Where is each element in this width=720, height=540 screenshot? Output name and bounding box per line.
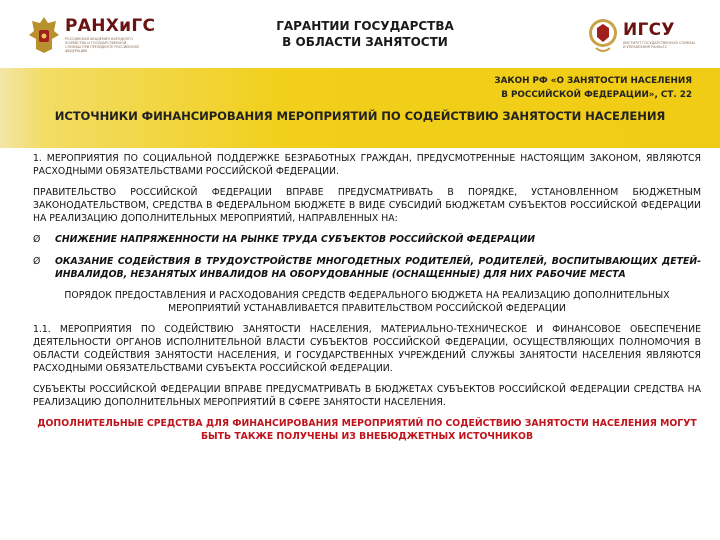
bullet-marker: Ø bbox=[33, 256, 41, 267]
paragraph-2: ПРАВИТЕЛЬСТВО РОССИЙСКОЙ ФЕДЕРАЦИИ ВПРАВЕ ПРЕДУСМАТРИВАТЬ В ПОРЯДКЕ, УСТАНОВЛЕННОМ БЮДЖЕТНЫМ ЗАКОНОДАТЕЛЬСТВОМ, СРЕДСТВА В ФЕДЕРАЛЬНОМ БЮДЖЕТЕ В ВИДЕ СУБСИДИЙ БЮДЖЕТАМ СУБЪЕКТОВ РОССИЙСКОЙ ФЕДЕРАЦИИ НА РЕАЛИЗАЦИЮ ДОПОЛНИТЕЛЬНЫХ МЕРОПРИЯТИЙ, НАПРАВЛЕННЫХ НА: bbox=[33, 187, 701, 224]
section-heading: ИСТОЧНИКИ ФИНАНСИРОВАНИЯ МЕРОПРИЯТИЙ ПО СОДЕЙСТВИЮ ЗАНЯТОСТИ НАСЕЛЕНИЯ bbox=[54, 109, 666, 123]
bullet-item-1 bbox=[33, 233, 701, 246]
logo-left-name: РАНХиГС bbox=[65, 16, 156, 36]
igsu-logo bbox=[588, 14, 697, 56]
law-reference-line1: ЗАКОН РФ «О ЗАНЯТОСТИ НАСЕЛЕНИЯ bbox=[494, 76, 692, 86]
slide-title bbox=[240, 18, 490, 50]
paragraph-5: СУБЪЕКТЫ РОССИЙСКОЙ ФЕДЕРАЦИИ ВПРАВЕ ПРЕДУСМАТРИВАТЬ В БЮДЖЕТАХ СУБЪЕКТОВ РОССИЙСКОЙ ФЕДЕРАЦИИ СРЕДСТВА НА РЕАЛИЗАЦИЮ ДОПОЛНИТЕЛЬНЫХ МЕРОПРИЯТИЙ В СФЕРЕ ЗАНЯТОСТИ НАСЕЛЕНИЯ. bbox=[33, 384, 701, 408]
shield-emblem-icon bbox=[588, 15, 618, 55]
bullet-marker: Ø bbox=[33, 234, 41, 245]
paragraph-1: 1. МЕРОПРИЯТИЯ ПО СОЦИАЛЬНОЙ ПОДДЕРЖКЕ БЕЗРАБОТНЫХ ГРАЖДАН, ПРЕДУСМОТРЕННЫЕ НАСТОЯЩИМ ЗАКОНОМ, ЯВЛЯЮТСЯ РАСХОДНЫМИ ОБЯЗАТЕЛЬСТВАМИ РОССИЙСКОЙ ФЕДЕРАЦИИ. bbox=[33, 153, 701, 177]
paragraph-4: 1.1. МЕРОПРИЯТИЯ ПО СОДЕЙСТВИЮ ЗАНЯТОСТИ НАСЕЛЕНИЯ, МАТЕРИАЛЬНО-ТЕХНИЧЕСКОЕ И ФИНАНСОВОЕ ОБЕСПЕЧЕНИЕ ДЕЯТЕЛЬНОСТИ ОРГАНОВ ИСПОЛНИТЕЛЬНОЙ ВЛАСТИ СУБЪЕКТОВ РОССИЙСКОЙ ФЕДЕРАЦИИ, ОСУЩЕСТВЛЯЮЩИХ ПОЛНОМОЧИЯ В ОБЛАСТИ СОДЕЙСТВИЯ ЗАНЯТОСТИ НАСЕЛЕНИЯ, И ГОСУДАРСТВЕННЫХ УЧРЕЖДЕНИЙ СЛУЖБЫ ЗАНЯТОСТИ НАСЕЛЕНИЯ ЯВЛЯЮТСЯ РАСХОДНЫМИ ОБЯЗАТЕЛЬСТВАМИ СУБЪЕКТА РОССИЙСКОЙ ФЕДЕРАЦИИ. bbox=[33, 324, 701, 374]
slide-body bbox=[33, 152, 701, 443]
law-reference bbox=[494, 74, 692, 102]
eagle-emblem-icon bbox=[28, 15, 60, 55]
slide-header bbox=[0, 0, 720, 68]
bullet-item-2 bbox=[33, 255, 701, 281]
bullet-text: СНИЖЕНИЕ НАПРЯЖЕННОСТИ НА РЫНКЕ ТРУДА СУБЪЕКТОВ РОССИЙСКОЙ ФЕДЕРАЦИИ bbox=[55, 234, 536, 245]
law-reference-line2: В РОССИЙСКОЙ ФЕДЕРАЦИИ», СТ. 22 bbox=[501, 90, 692, 100]
slide-title-line2: В ОБЛАСТИ ЗАНЯТОСТИ bbox=[282, 35, 448, 49]
logo-right-subtitle: ИНСТИТУТ ГОСУДАРСТВЕННОЙ СЛУЖБЫ И УПРАВЛЕНИЯ РАНХиГС bbox=[623, 41, 695, 49]
title-band bbox=[0, 68, 720, 148]
bullet-text: ОКАЗАНИЕ СОДЕЙСТВИЯ В ТРУДОУСТРОЙСТВЕ МНОГОДЕТНЫХ РОДИТЕЛЕЙ, РОДИТЕЛЕЙ, ВОСПИТЫВАЮЩИХ ДЕТЕЙ-ИНВАЛИДОВ, НЕЗАНЯТЫХ ИНВАЛИДОВ НА ОБОРУДОВАННЫЕ (ОСНАЩЕННЫЕ) ДЛЯ НИХ РАБОЧИЕ МЕСТА bbox=[55, 256, 701, 280]
slide-title-line1: ГАРАНТИИ ГОСУДАРСТВА bbox=[276, 19, 454, 33]
highlight-paragraph: ДОПОЛНИТЕЛЬНЫЕ СРЕДСТВА ДЛЯ ФИНАНСИРОВАНИЯ МЕРОПРИЯТИЙ ПО СОДЕЙСТВИЮ ЗАНЯТОСТИ НАСЕЛЕНИЯ МОГУТ БЫТЬ ТАКЖЕ ПОЛУЧЕНЫ ИЗ ВНЕБЮДЖЕТНЫХ ИСТОЧНИКОВ bbox=[37, 418, 697, 442]
ranepa-logo bbox=[28, 14, 155, 56]
paragraph-3: ПОРЯДОК ПРЕДОСТАВЛЕНИЯ И РАСХОДОВАНИЯ СРЕДСТВ ФЕДЕРАЛЬНОГО БЮДЖЕТА НА РЕАЛИЗАЦИЮ ДОПОЛНИТЕЛЬНЫХ МЕРОПРИЯТИЙ УСТАНАВЛИВАЕТСЯ ПРАВИТЕЛЬСТВОМ РОССИЙСКОЙ ФЕДЕРАЦИИ bbox=[64, 290, 670, 314]
logo-right-name: ИГСУ bbox=[623, 20, 675, 40]
logo-left-subtitle: РОССИЙСКАЯ АКАДЕМИЯ НАРОДНОГО ХОЗЯЙСТВА И ГОСУДАРСТВЕННОЙ СЛУЖБЫ ПРИ ПРЕЗИДЕНТЕ РОССИЙСКОЙ ФЕДЕРАЦИИ bbox=[65, 37, 139, 53]
